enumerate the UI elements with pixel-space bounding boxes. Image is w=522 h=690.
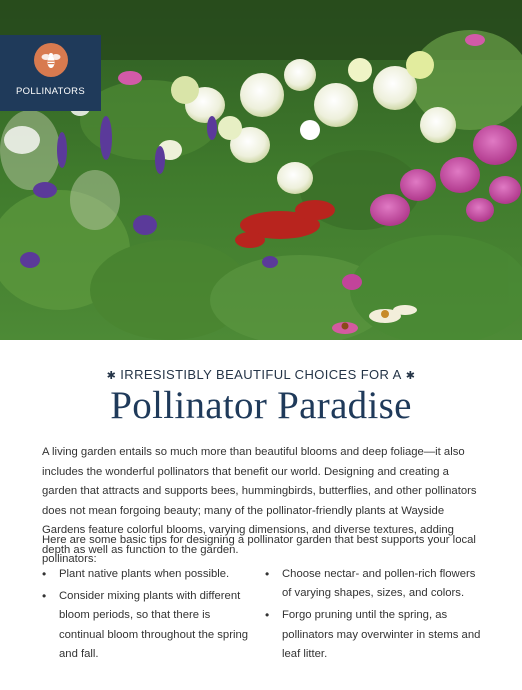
bee-icon	[39, 48, 63, 72]
asterisk-icon: ✱	[405, 370, 416, 382]
kicker-line	[0, 367, 522, 382]
kicker-text: IRRESISTIBLY BEAUTIFUL CHOICES FOR A	[120, 367, 402, 382]
list-item: • Choose nectar- and pollen-rich flowers of varying shapes, sizes, and colors.	[265, 565, 485, 603]
badge-label: POLLINATORS	[16, 86, 85, 97]
intro-paragraph: A living garden entails so much more than beautiful blooms and deep foliage—it also includes the wonderful pollinators that benefit our world. Designing and creating a garden that attracts and supports bees, hummingbirds, butterflies, and other pollinators does not mean forgoing beauty; many of the pollinator-friendly plants at Wayside Gardens feature colorful blooms, varying dimensions, and diverse textures, adding depth as well as function to the garden.	[42, 446, 477, 556]
page-title: Pollinator Paradise	[110, 384, 412, 427]
list-item: • Plant native plants when possible.	[42, 565, 252, 584]
list-item: • Forgo pruning until the spring, as pollinators may overwinter in stems and leaf litter.	[265, 606, 485, 664]
asterisk-icon: ✱	[106, 370, 117, 382]
tips-lead-paragraph: Here are some basic tips for designing a pollinator garden that best supports your local pollinators:	[42, 534, 476, 565]
tips-list-right	[265, 565, 485, 667]
bee-icon-circle	[34, 43, 68, 77]
category-badge	[0, 35, 101, 111]
list-item: • Consider mixing plants with different bloom periods, so that there is continual bloom throughout the spring and fall.	[42, 587, 252, 664]
tips-list-left	[42, 565, 252, 667]
